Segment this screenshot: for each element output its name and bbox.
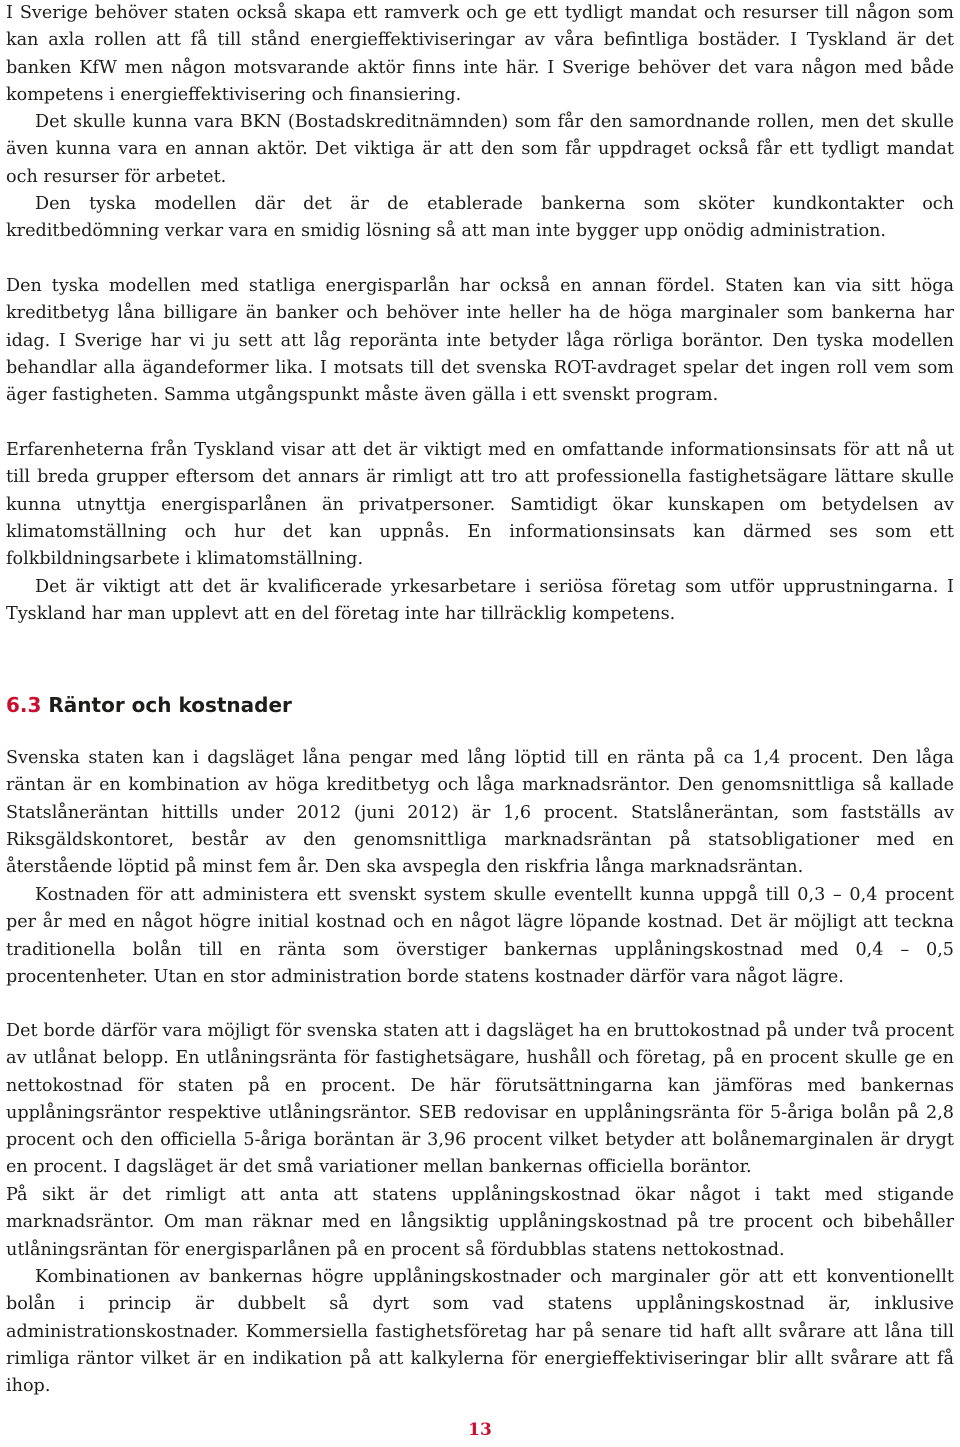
paragraph-upplaningskostnad: På sikt är det rimligt att anta att statens upplåningskostnad ökar något i takt med stigande marknadsräntor. Om man räknar med en långsiktig upplåningskostnad på tre procent och bibehåller utlåningsräntan för energisparlånen på en procent så fördubblas statens nettokostnad. [6, 1185, 954, 1260]
paragraph-bkn: Det skulle kunna vara BKN (Bostadskreditnämnden) som får den samordnande rollen, men det skulle även kunna vara en annan aktör. Det viktiga är att den som får uppdraget också får ett tydligt mandat och resurser för arbetet. [6, 112, 954, 187]
section-title: Räntor och kostnader [48, 693, 292, 717]
paragraph-bruttokostnad: Det borde därför vara möjligt för svenska staten att i dagsläget ha en bruttokostnad på under två procent av utlånat belopp. En utlåningsränta för fastighetsägare, hushåll och företag, på en procent skulle ge en nettokostnad för staten på en procent. De här förutsättningarna kan jämföras med bankernas upplåningsräntor respektive utlåningsräntor. SEB redovisar en upplåningsränta för 5-åriga bolån på 2,8 procent och den officiella 5-åriga boräntan är 3,96 procent vilket betyder att bolånemarginalen är drygt en procent. I dagsläget är det små variationer mellan bankernas officiella boräntor. [6, 1021, 954, 1178]
section-number: 6.3 [6, 693, 42, 717]
paragraph-statslanerantan: Svenska staten kan i dagsläget låna pengar med lång löptid till en ränta på ca 1,4 procent. Den låga räntan är en kombination av höga kreditbetyg och låga marknadsräntor. Den genomsnittliga så kallade Statslåneräntan hittills under 2012 (juni 2012) är 1,6 procent. Statslåneräntan, som fastställs av Riksgäldskontoret, består av den genomsnittliga marknadsräntan på statsobligationer med en återstående löptid på minst fem år. Den ska avspegla den riskfria långa marknadsräntan. [6, 748, 954, 878]
paragraph-erfarenheter: Erfarenheterna från Tyskland visar att det är viktigt med en omfattande informationsinsats för att nå ut till breda grupper eftersom det annars är rimligt att tro att professionella fastighetsägare lättare skulle kunna utnyttja energisparlånen än privatpersoner. Samtidigt ökar kunskapen om betydelsen av klimatomställning och hur det kan uppnås. En informationsinsats kan därmed ses som ett folkbildningsarbete i klimatomställning. [6, 440, 954, 570]
section-heading [6, 690, 292, 720]
paragraph-administrationskostnad: Kostnaden för att administera ett svenskt system skulle eventellt kunna uppgå till 0,3 – 0,4 procent per år med en något högre initial kostnad och en något lägre löpande kostnad. Det är möjligt att teckna traditionella bolån till en ränta som överstiger bankernas upplåningskostnad med 0,4 – 0,5 procentenheter. Utan en stor administration borde statens kostnader därför vara något lägre. [6, 885, 954, 987]
paragraph-energisparlan-fordel: Den tyska modellen med statliga energisparlån har också en annan fördel. Staten kan via sitt höga kreditbetyg låna billigare än banker och behöver inte heller ha de höga marginaler som bankerna har idag. I Sverige har vi ju sett att låg reporänta inte betyder låga rörliga boräntor. Den tyska modellen behandlar alla ägandeformer lika. I motsats till det svenska ROT-avdraget spelar det ingen roll vem som äger fastigheten. Samma utgångspunkt måste även gälla i ett svenskt program. [6, 276, 954, 406]
paragraph-yrkesarbetare: Det är viktigt att det är kvalificerade yrkesarbetare i seriösa företag som utför upprustningarna. I Tyskland har man upplevt att en del företag inte har tillräcklig kompetens. [6, 577, 954, 625]
paragraph-konventionellt-bolan: Kombinationen av bankernas högre upplåningskostnader och marginaler gör att ett konventionellt bolån i princip är dubbelt så dyrt som vad statens upplåningskostnad är, inklusive administrationskostnader. Kommersiella fastighetsföretag har på senare tid haft allt svårare att låna till rimliga räntor vilket är en indikation på att kalkylerna för energieffektiviseringar blir allt svårare att få ihop. [6, 1267, 954, 1397]
page-number: 13 [468, 1420, 492, 1440]
paragraph-ramverk: I Sverige behöver staten också skapa ett ramverk och ge ett tydligt mandat och resurser till någon som kan axla rollen att få till stånd energieffektiviseringar av våra befintliga bostäder. I Tyskland är det banken KfW men någon motsvarande aktör finns inte här. I Sverige behöver det vara någon med både kompetens i energieffektivisering och finansiering. [6, 3, 954, 105]
paragraph-tyska-modellen-banker: Den tyska modellen där det är de etablerade bankerna som sköter kundkontakter och kreditbedömning verkar vara en smidig lösning så att man inte bygger upp onödig administration. [6, 194, 954, 242]
